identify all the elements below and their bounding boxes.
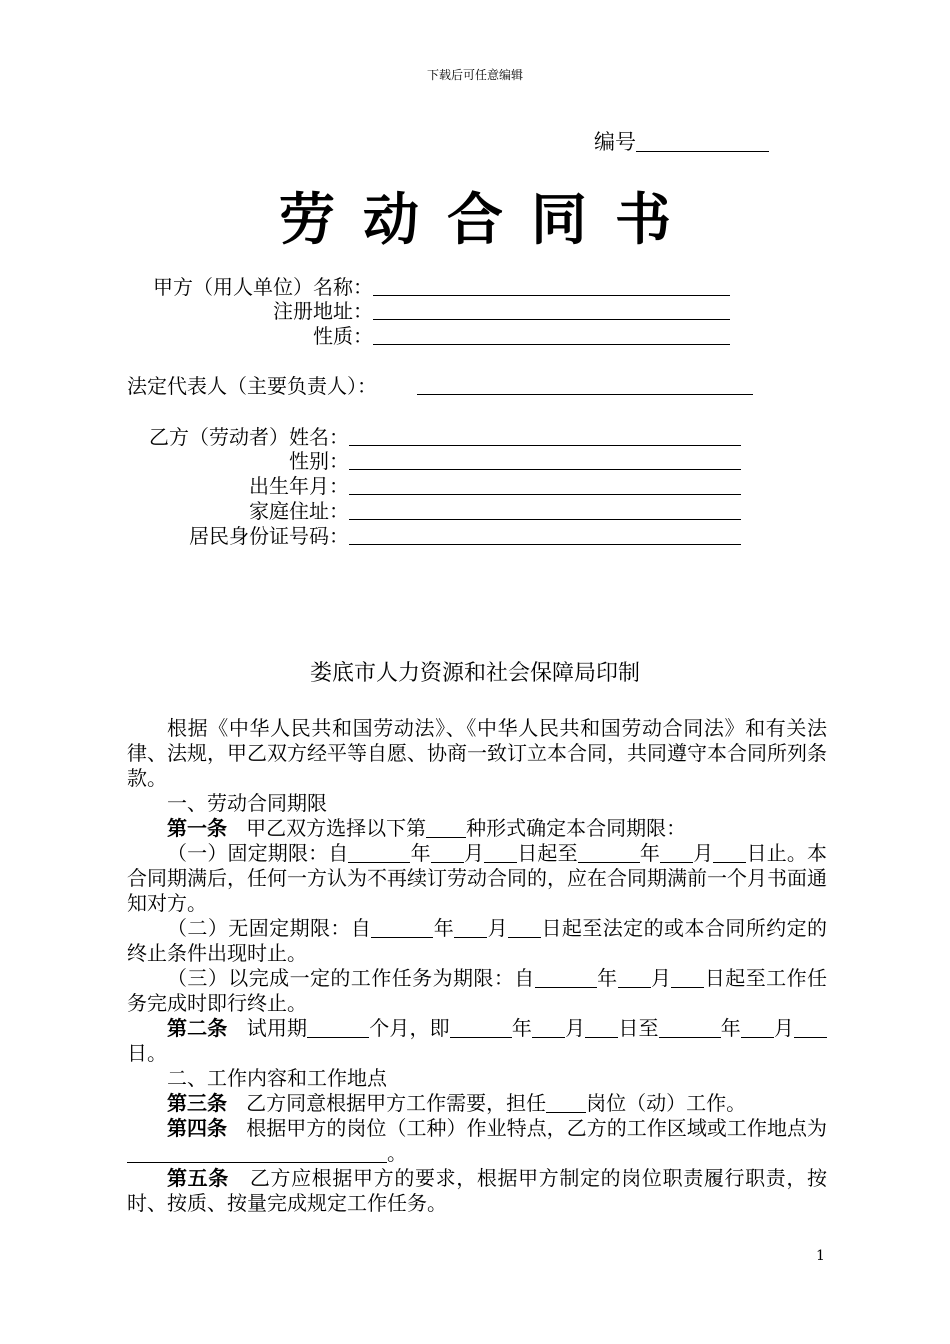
opt2-start-year-blank[interactable]: [371, 916, 433, 938]
party-b-birth-blank[interactable]: [349, 474, 741, 495]
month-text: 月: [463, 841, 485, 865]
party-a-address-label: 注册地址：: [273, 299, 373, 323]
article-2-end-text: 日。: [127, 1041, 167, 1065]
opt2-text-a: （二）无固定期限：自: [167, 916, 372, 940]
opt2-start-day-blank[interactable]: [508, 916, 541, 938]
article-5-text: 乙方应根据甲方的要求，根据甲方制定的岗位职责履行职责，按时、按质、按量完成规定工作任务。: [127, 1166, 828, 1215]
article-3-text-a: 乙方同意根据甲方工作需要，担任: [246, 1091, 547, 1115]
year-text: 年: [639, 841, 661, 865]
article-3-label: 第三条: [167, 1091, 227, 1115]
term-type-blank[interactable]: [426, 816, 466, 838]
option-fixed-term: [127, 841, 827, 916]
intro-paragraph: 根据《中华人民共和国劳动法》、《中华人民共和国劳动合同法》和有关法律、法规，甲乙双方经平等自愿、协商一致订立本合同，共同遵守本合同所列条款。: [127, 716, 827, 790]
opt3-text-b: 日起至工作任务完成时即行终止。: [127, 966, 828, 1015]
document-title: 劳动合同书: [279, 188, 699, 253]
opt1-text-b: 日止。本合同期满后，任何一方认为不再续订劳动合同的，应在合同期满前一个月书面通知对方。: [127, 841, 828, 915]
party-b-home-label: 家庭住址：: [249, 499, 349, 523]
article-1-text-b: 种形式确定本合同期限：: [466, 816, 687, 840]
probation-end-day-blank[interactable]: [794, 1016, 827, 1038]
article-4-label: 第四条: [167, 1116, 228, 1140]
probation-start-day-blank[interactable]: [585, 1016, 618, 1038]
from-to-text: 日起至: [517, 841, 578, 865]
article-2-label: 第二条: [167, 1016, 228, 1040]
article-2-text-b: 个月，即: [369, 1016, 450, 1040]
year-text: 年: [433, 916, 455, 940]
article-1-label: 第一条: [167, 816, 227, 840]
legal-rep-field: [127, 373, 753, 399]
legal-rep-blank[interactable]: [417, 374, 753, 395]
article-1-text-a: 甲乙双方选择以下第: [246, 816, 427, 840]
party-a-nature-field: [127, 323, 730, 349]
party-b-name-label: 乙方（劳动者）姓名：: [149, 425, 349, 449]
party-a-name-field: [127, 274, 730, 300]
article-1: [127, 816, 827, 841]
printer-authority: 娄底市人力资源和社会保障局印制: [309, 661, 640, 686]
party-b-home-field: [127, 498, 741, 524]
opt1-end-month-blank[interactable]: [660, 841, 693, 863]
opt3-start-day-blank[interactable]: [671, 966, 704, 988]
contract-number-label: 编号: [594, 130, 636, 154]
opt1-end-year-blank[interactable]: [578, 841, 640, 863]
party-b-name-field: [127, 424, 741, 450]
opt1-start-year-blank[interactable]: [348, 841, 410, 863]
party-a-name-blank[interactable]: [373, 275, 730, 296]
article-2-text-a: 试用期: [246, 1016, 308, 1040]
contract-body: [127, 716, 827, 1216]
opt3-start-month-blank[interactable]: [618, 966, 651, 988]
party-b-birth-label: 出生年月：: [249, 474, 349, 498]
work-location-blank[interactable]: [127, 1141, 387, 1163]
probation-end-month-blank[interactable]: [741, 1016, 774, 1038]
contract-number: [594, 126, 769, 156]
year-text: 年: [410, 841, 431, 865]
party-b-gender-label: 性别：: [289, 449, 349, 473]
party-b-name-blank[interactable]: [349, 425, 741, 446]
party-a-name-label: 甲方（用人单位）名称：: [153, 275, 373, 299]
month-text: 月: [487, 916, 509, 940]
party-b-home-blank[interactable]: [349, 499, 741, 520]
month-text: 月: [773, 1016, 795, 1040]
opt3-start-year-blank[interactable]: [535, 966, 597, 988]
party-b-gender-blank[interactable]: [349, 449, 741, 470]
month-text: 月: [564, 1016, 586, 1040]
opt2-start-month-blank[interactable]: [454, 916, 487, 938]
party-b-gender-field: [127, 448, 741, 474]
article-5-label: 第五条: [167, 1166, 229, 1190]
article-4-text-a: 根据甲方的岗位（工种）作业特点，乙方的工作区域或工作地点为: [246, 1116, 828, 1140]
header-note: 下载后可任意编辑: [426, 68, 523, 82]
party-b-birth-field: [127, 473, 741, 499]
opt1-text-a: （一）固定期限：自: [167, 841, 349, 865]
month-text: 月: [693, 841, 714, 865]
section-heading-work: 二、工作内容和工作地点: [167, 1066, 387, 1090]
article-3-text-b: 岗位（动）工作。: [586, 1091, 747, 1115]
article-2-to-text: 日至: [618, 1016, 659, 1040]
page-number: 1: [816, 1248, 825, 1264]
year-text: 年: [511, 1016, 532, 1040]
option-task-term: [127, 966, 827, 1016]
party-b-id-field: [127, 523, 741, 549]
probation-end-year-blank[interactable]: [659, 1016, 721, 1038]
contract-number-blank[interactable]: [636, 129, 769, 152]
opt1-end-day-blank[interactable]: [713, 841, 746, 863]
opt1-start-month-blank[interactable]: [431, 841, 464, 863]
probation-months-blank[interactable]: [307, 1016, 369, 1038]
opt1-start-day-blank[interactable]: [484, 841, 517, 863]
probation-start-year-blank[interactable]: [450, 1016, 512, 1038]
article-4: [127, 1116, 827, 1166]
article-3: [127, 1091, 827, 1116]
article-4-text-b: 。: [387, 1141, 407, 1165]
party-a-nature-blank[interactable]: [373, 324, 730, 345]
position-blank[interactable]: [546, 1091, 586, 1113]
article-5: [127, 1166, 827, 1216]
party-b-id-blank[interactable]: [349, 524, 741, 545]
party-a-address-field: [127, 298, 730, 324]
opt3-text-a: （三）以完成一定的工作任务为期限：自: [167, 966, 535, 990]
section-heading-term: 一、劳动合同期限: [167, 791, 327, 815]
year-text: 年: [596, 966, 618, 990]
opt2-text-b: 日起至法定的或本合同所约定的终止条件出现时止。: [127, 916, 828, 965]
party-b-id-label: 居民身份证号码：: [189, 524, 349, 548]
legal-rep-label: 法定代表人（主要负责人）：: [127, 374, 377, 398]
party-a-nature-label: 性质：: [313, 324, 373, 348]
month-text: 月: [650, 966, 672, 990]
article-2: [127, 1016, 827, 1066]
year-text: 年: [720, 1016, 741, 1040]
option-open-term: [127, 916, 827, 966]
party-a-address-blank[interactable]: [373, 299, 730, 320]
probation-start-month-blank[interactable]: [532, 1016, 565, 1038]
